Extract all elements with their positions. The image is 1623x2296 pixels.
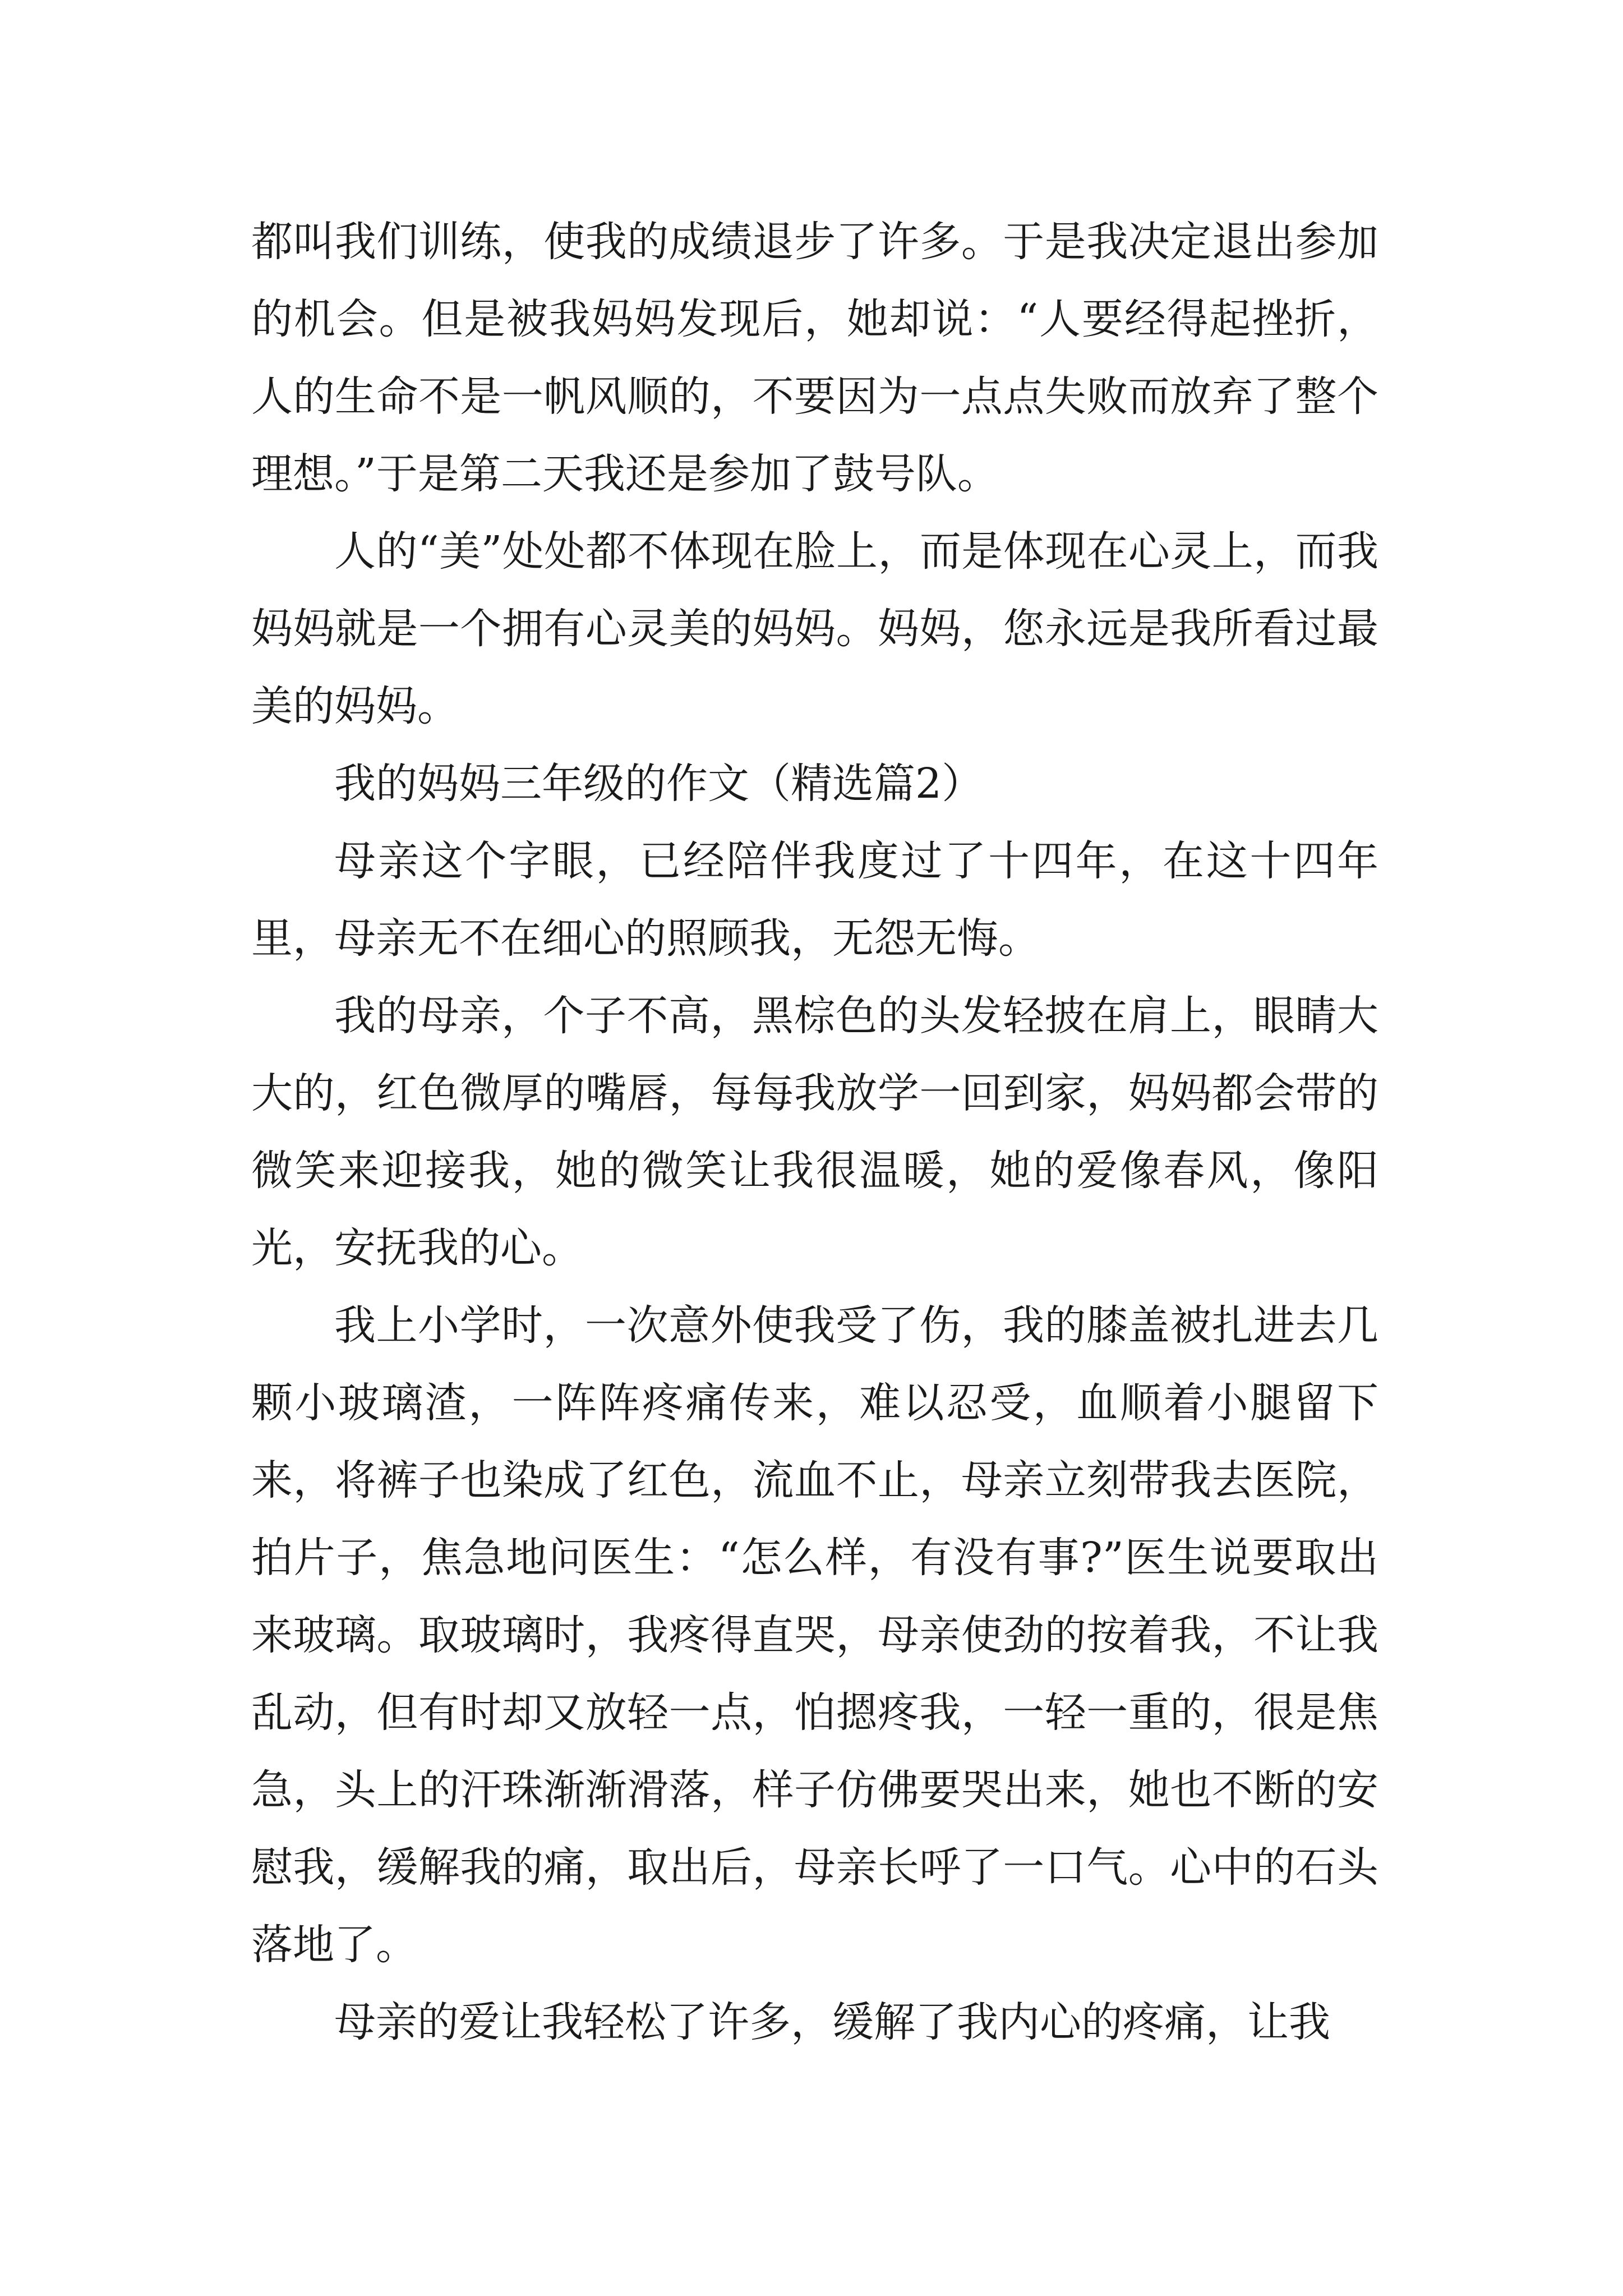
paragraph-1: 都叫我们训练，使我的成绩退步了许多。于是我决定退出参加的机会。但是被我妈妈发现后，她却说：“人要经得起挫折，人的生命不是一帆风顺的，不要因为一点点失败而放弃了整个理想。”于是第二天我还是参加了鼓号队。: [251, 218, 1378, 498]
paragraph-2: 人的“美”处处都不体现在脸上，而是体现在心灵上，而我妈妈就是一个拥有心灵美的妈妈。妈妈，您永远是我所看过最美的妈妈。: [251, 527, 1378, 730]
paragraph-4: 我的母亲，个子不高，黑棕色的头发轻披在肩上，眼睛大大的，红色微厚的嘴唇，每每我放学一回到家，妈妈都会带的微笑来迎接我，她的微笑让我很温暖，她的爱像春风，像阳光，安抚我的心。: [251, 992, 1378, 1272]
document-body: [251, 203, 1378, 2061]
paragraph-6: 母亲的爱让我轻松了许多，缓解了我内心的疼痛，让我: [334, 1998, 1330, 2046]
section-heading: 我的妈妈三年级的作文（精选篇2）: [334, 760, 984, 808]
paragraph-5: 我上小学时，一次意外使我受了伤，我的膝盖被扎进去几颗小玻璃渣，一阵阵疼痛传来，难以忍受，血顺着小腿留下来，将裤子也染成了红色，流血不止，母亲立刻带我去医院，拍片子，焦急地问医生：“怎么样，有没有事?”医生说要取出来玻璃。取玻璃时，我疼得直哭，母亲使劲的按着我，不让我乱动，但有时却又放轻一点，怕摁疼我，一轻一重的，很是焦急，头上的汗珠渐渐滑落，样子仿佛要哭出来，她也不断的安慰我，缓解我的痛，取出后，母亲长呼了一口气。心中的石头落地了。: [251, 1301, 1378, 1969]
paragraph-3: 母亲这个字眼，已经陪伴我度过了十四年，在这十四年里，母亲无不在细心的照顾我，无怨无悔。: [251, 837, 1378, 963]
